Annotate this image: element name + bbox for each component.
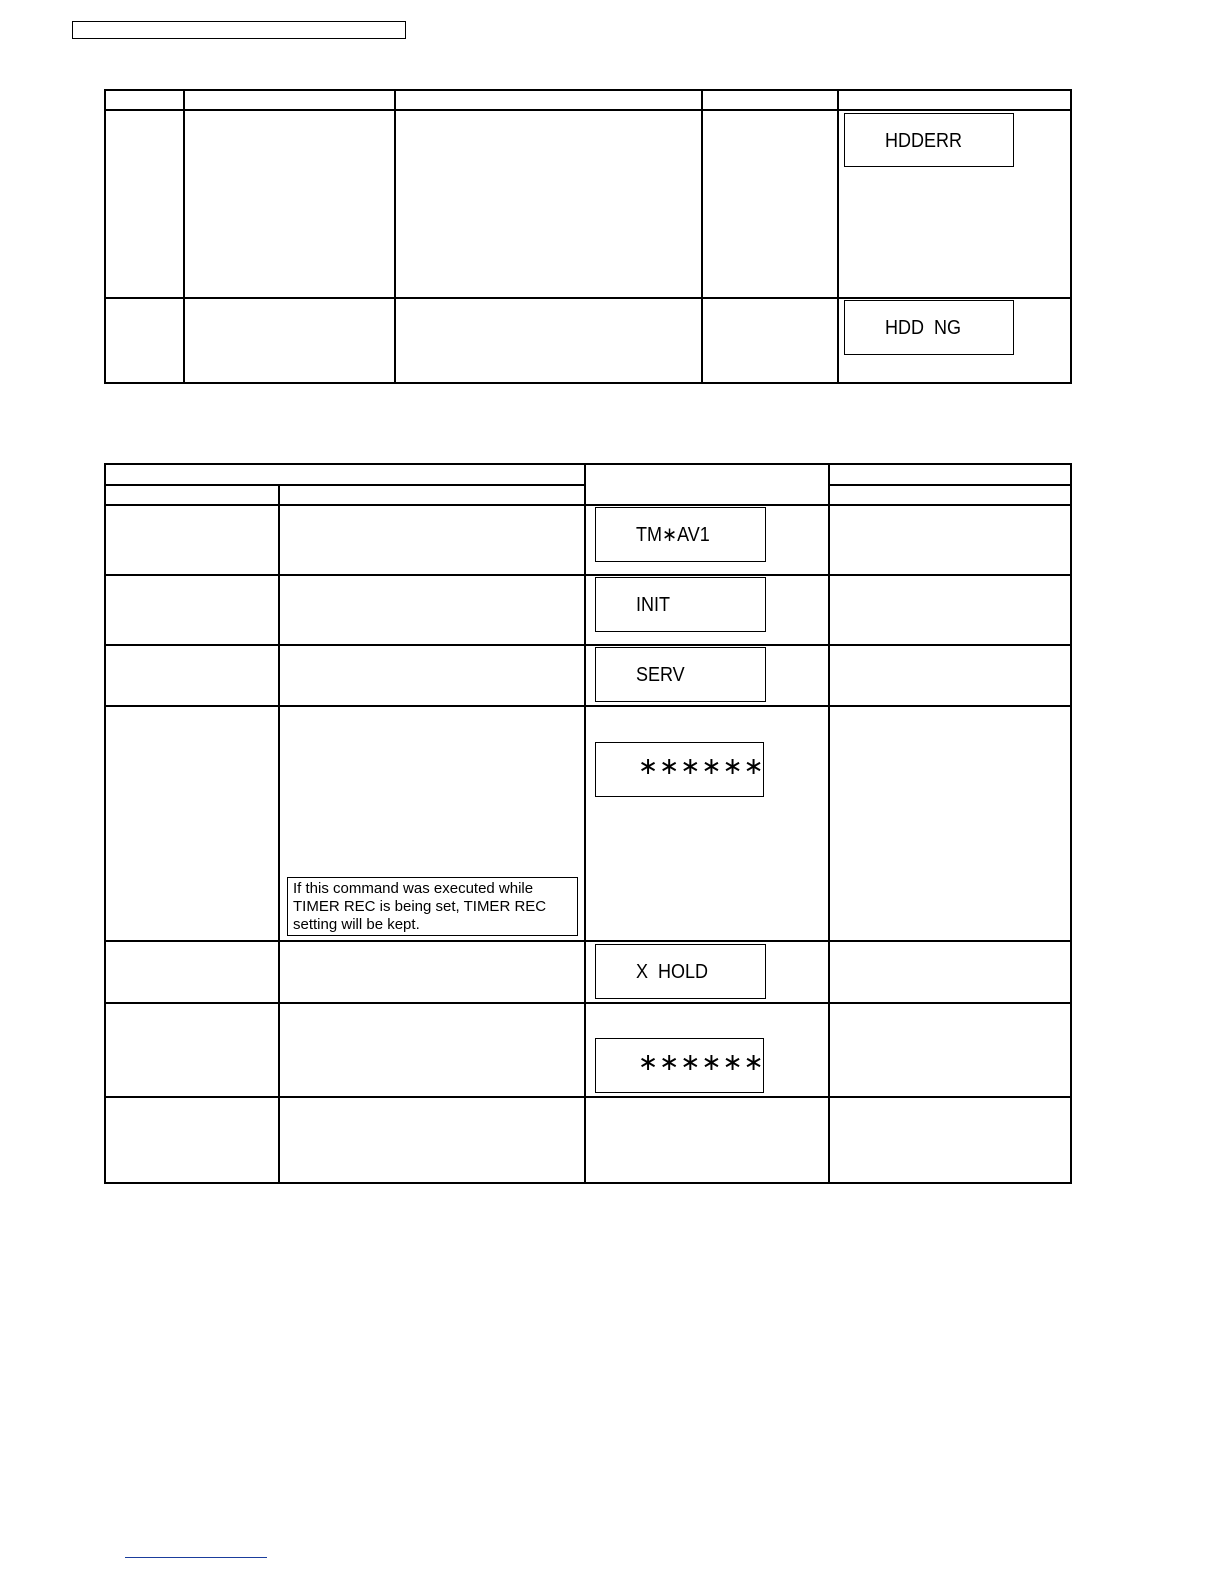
display-asterisks-1 (595, 742, 764, 797)
display-asterisks-2-text: ∗∗∗∗∗∗ (638, 1049, 765, 1076)
timer-rec-note (287, 877, 578, 936)
display-asterisks-2 (595, 1038, 764, 1093)
hdd-error-display-text: HDDERR (885, 130, 963, 152)
display-init-text: INIT (636, 594, 671, 616)
hdd-error-display (844, 113, 1014, 167)
page-header-box (72, 21, 406, 39)
display-init (595, 577, 766, 632)
note-line-3: setting will be kept. (293, 916, 420, 933)
hdd-ng-display-text: HDD NG (885, 317, 962, 339)
display-serv-text: SERV (636, 664, 685, 686)
hdd-ng-display (844, 300, 1014, 355)
footer-link[interactable] (125, 1557, 267, 1558)
note-line-1: If this command was executed while (293, 880, 534, 897)
display-timer-av1 (595, 507, 766, 562)
display-serv (595, 647, 766, 702)
note-line-2: TIMER REC is being set, TIMER REC (293, 898, 547, 915)
display-x-hold-text: X HOLD (636, 961, 709, 983)
display-asterisks-1-text: ∗∗∗∗∗∗ (638, 753, 765, 780)
display-timer-av1-text: TM∗AV1 (636, 524, 710, 546)
display-x-hold (595, 944, 766, 999)
